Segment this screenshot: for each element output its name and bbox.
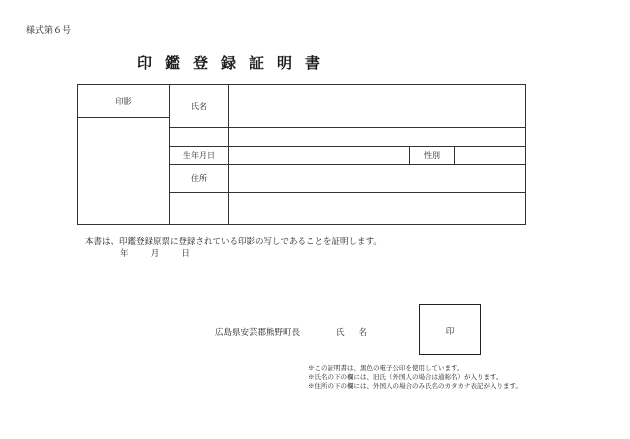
certificate-table xyxy=(77,84,526,225)
footnotes xyxy=(308,364,522,391)
address-sub-value-cell xyxy=(229,193,526,225)
gender-label: 性別 xyxy=(424,151,440,160)
gender-value-cell xyxy=(455,147,526,165)
date-year-label: 年 xyxy=(120,249,129,259)
document-title: 印鑑登録証明書 xyxy=(137,54,334,72)
form-number: 様式第６号 xyxy=(26,26,72,36)
issue-date xyxy=(120,247,190,259)
date-month-label: 月 xyxy=(150,249,160,259)
seal-box-label: 印 xyxy=(445,327,455,337)
name-label-cell xyxy=(170,85,229,128)
official-seal-box xyxy=(419,304,481,355)
gender-label-cell xyxy=(410,147,455,165)
seal-image-label: 印影 xyxy=(115,96,132,106)
address-label: 住所 xyxy=(191,174,207,183)
footnote-seal: ※この証明書は、黒色の電子公印を使用しています。 xyxy=(308,364,464,372)
former-name-value-cell xyxy=(229,128,526,147)
seal-image-label-cell xyxy=(78,85,170,118)
footnote-former-name: ※氏名の下の欄には、旧氏（外国人の場合は通称名）が入ります。 xyxy=(308,373,503,381)
address-sub-label-cell xyxy=(170,193,229,225)
birthdate-label-cell xyxy=(170,147,229,165)
former-name-label-cell xyxy=(170,128,229,147)
seal-image-area xyxy=(78,118,170,225)
address-value-cell xyxy=(229,165,526,193)
name-label: 氏名 xyxy=(191,101,207,111)
address-label-cell xyxy=(170,165,229,193)
name-value-cell xyxy=(229,85,526,128)
birthdate-value-cell xyxy=(229,147,410,165)
issuer-signature-label: 氏名 xyxy=(336,328,382,338)
issuer-title: 広島県安芸郡熊野町長 xyxy=(215,328,301,338)
footnote-address: ※住所の下の欄には、外国人の場合のみ氏名のカタカナ表記が入ります。 xyxy=(308,382,522,390)
certification-statement: 本書は、印鑑登録原票に登録されている印影の写しであることを証明します。 xyxy=(85,237,382,247)
date-day-label: 日 xyxy=(181,249,190,259)
birthdate-label: 生年月日 xyxy=(183,151,215,160)
